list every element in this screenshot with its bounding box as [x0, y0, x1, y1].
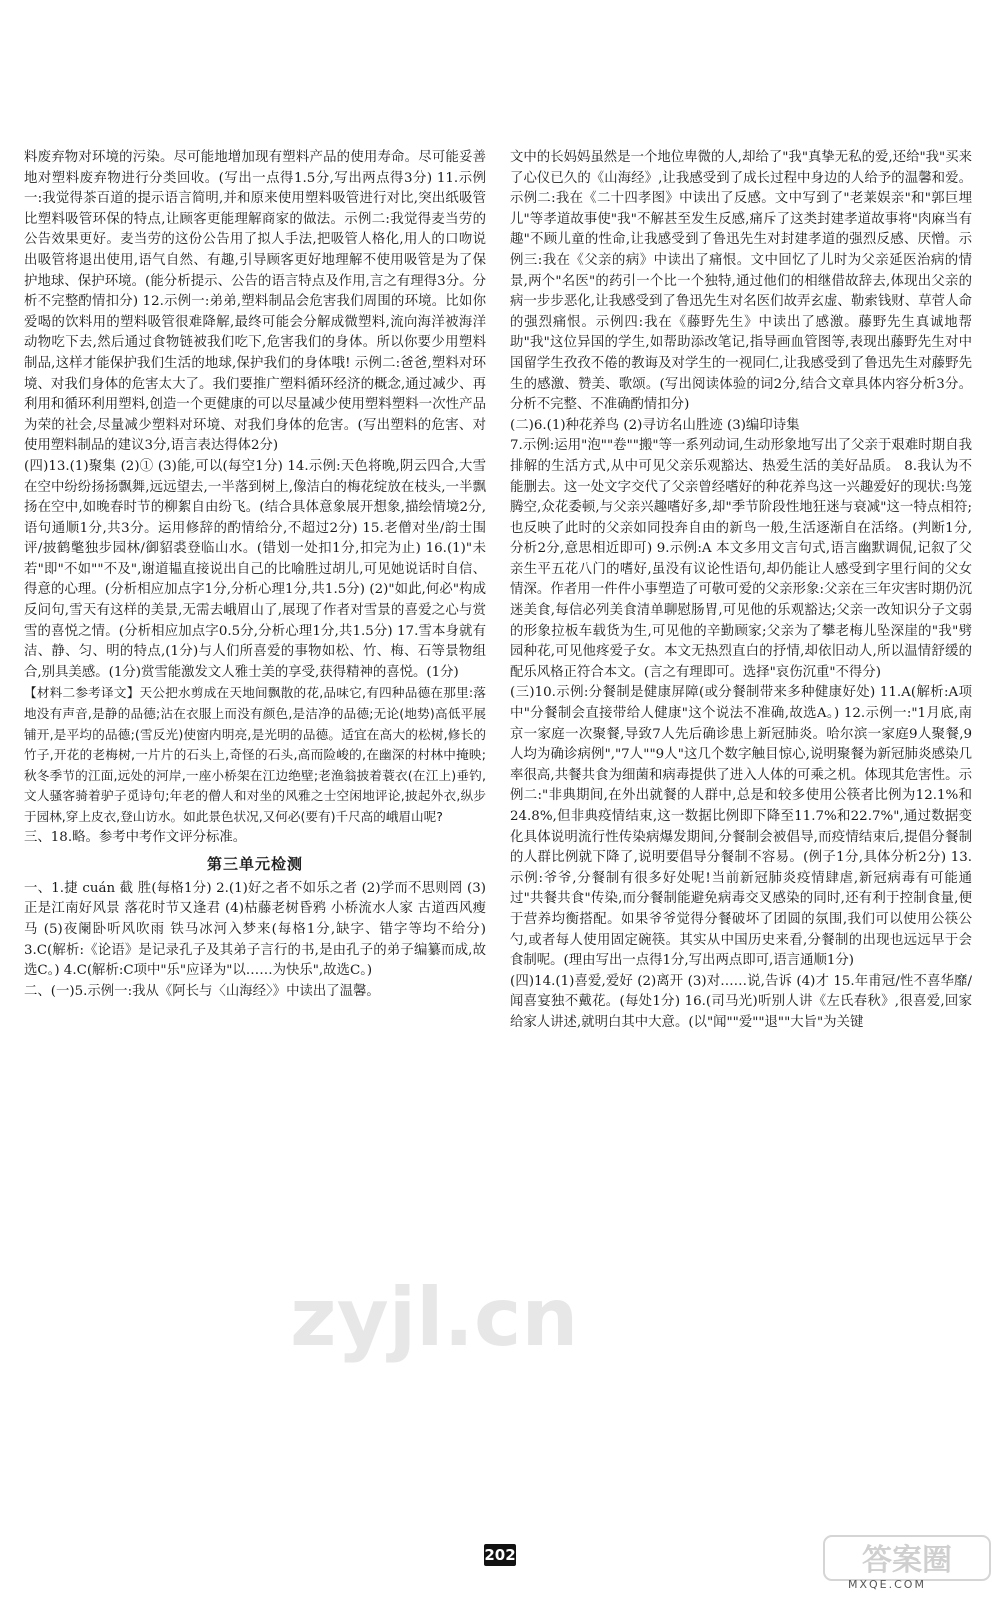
unit-title: 第三单元检测 [206, 855, 303, 874]
paragraph-reading-experience: 文中的长妈妈虽然是一个地位卑微的人,却给了"我"真挚无私的爱,还给"我"买来了心仪已久的《山海经》,让我感受到了成长过程中身边的人给予的温馨和爱。示例二:我在《二十四孝图》中读出了反感。文中写到了"老莱娱亲"和"郭巨埋儿"等孝道故事使"我"不解甚至发生反感,痛斥了这类封建孝道故事将"肉麻当有趣"不顾儿童的性命,让我感受到了鲁迅先生对封建孝道的强烈反感、厌憎。示例三:我在《父亲的病》中读出了痛恨。文中回忆了儿时为父亲延医治病的情景,两个"名医"的药引一个比一个独特,通过他们的相继借故辞去,体现出父亲的病一步步恶化,让我感受到了鲁迅先生对名医们故弄玄虚、勒索钱财、草菅人命的强烈痛恨。示例四:我在《藤野先生》中读出了感激。藤野先生真诚地帮助"我"这位异国的学生,如帮助添改笔记,指导画血管图等,表现出藤野先生对中国留学生孜孜不倦的教诲及对学生的一视同仁,让我感受到了鲁迅先生对藤野先生的感激、赞美、歌颂。(写出阅读体验的词2分,结合文章具体内容分析3分。分析不完整、不准确酌情扣分) [510, 150, 972, 413]
watermark-text: zyjl.cn [290, 1271, 579, 1364]
paragraph-section-two: (二)6.(1)种花养鸟 (2)寻访名山胜迹 (3)编印诗集 [510, 417, 800, 433]
logo-subtext: MXQE.COM [848, 1578, 926, 1591]
logo-text: 答案圈 [862, 1543, 952, 1578]
right-column [510, 148, 972, 1034]
page-number: 202 [484, 1546, 516, 1564]
left-column [24, 148, 486, 1002]
paragraph-translation: 【材料二参考译文】天公把水剪成在天地间飘散的花,品味它,有四种品德在那里:落地没有声音,是静的品德;沾在衣服上而没有颜色,是洁净的品德;无论(地势)高低平展铺开,是平均的品德;(雪反光)使窗内明亮,是光明的品德。适宜在高大的松树,修长的竹子,开花的老梅树,一片片的石头上,奇怪的石头,高而险峻的,在幽深的村林中掩映;秋冬季节的江面,远处的河岸,一座小桥架在江边绝壁;老渔翁披着蓑衣(在江上)垂钓,文人骚客骑着驴子觅诗句;年老的僧人和对坐的风雅之士空闲地评论,披起外衣,纵步于园林,穿上皮衣,登山访水。如此景色状况,又何必(要有)千尺高的峨眉山呢? [24, 685, 486, 824]
paragraph-father-analysis: 7.示例:运用"泡""卷""搬"等一系列动词,生动形象地写出了父亲于艰难时期自我排解的生活方式,从中可见父亲乐观豁达、热爱生活的美好品质。 8.我认为不能删去。这一处文字交代了父亲曾经嗜好的种花养鸟这一兴趣爱好的现状:鸟笼腾空,众花委顿,与父亲兴趣嗜好多,却"季节阶段性地狂迷与衰减"这一特点相符;也反映了此时的父亲如同投奔自由的新鸟一般,生活逐渐自在活络。(判断1分,分析2分,意思相近即可) 9.示例:A 本文多用文言句式,语言幽默调侃,记叙了父亲生平五花八门的嗜好,虽没有议论性语句,却仍能让人感受到字里行间的父女情深。作者用一件件小事塑造了可敬可爱的父亲形象:父亲在三年灾害时期仍沉迷美食,每信必列美食清单聊慰肠胃,可见他的乐观豁达;父亲一改知识分子文弱的形象拉板车载货为生,可见他的辛勤顾家;父亲为了攀老梅儿坠深崖的"我"劈园种花,可见他疼爱子女。本文无热烈直白的抒情,却依旧动人,所以温情舒缓的配乐风格正符合本文。(言之有理即可。选择"哀伤沉重"不得分) [510, 438, 972, 680]
paragraph-essay: 三、18.略。参考中考作文评分标准。 [24, 829, 247, 845]
paragraph-plastic-answers: 料废弃物对环境的污染。尽可能地增加现有塑料产品的使用寿命。尽可能妥善地对塑料废弃物进行分类回收。(写出一点得1.5分,写出两点得3分) 11.示例一:我觉得茶百道的提示语言简明,并和原来使用塑料吸管进行对比,突出纸吸管比塑料吸管环保的特点,让顾客更能理解商家的做法。示例二:我觉得麦当劳的公告效果更好。麦当劳的这份公告用了拟人手法,把吸管人格化,用人的口吻说出吸管将退出使用,语气自然、有趣,引导顾客更好地理解不使用吸管是为了保护地球、保护环境。(能分析提示、公告的语言特点及作用,言之有理得3分。分析不完整酌情扣分) 12.示例一:弟弟,塑料制品会危害我们周围的环境。比如你爱喝的饮料用的塑料吸管很难降解,最终可能会分解成微塑料,流向海洋被海洋动物吃下去,然后通过食物链被我们吃下,危害我们的身体。所以你要少用塑料制品,这样才能保护我们生活的地球,保护我们的身体哦! 示例二:爸爸,塑料对环境、对我们身体的危害太大了。我们要推广塑料循环经济的概念,通过减少、再利用和循环利用塑料,创造一个更健康的可以尽量减少使用塑料塑料一次性产品为荣的社会,尽量减少塑料对环境、对我们身体的危害。(写出塑料的危害、对使用塑料制品的建议3分,语言表达得体2分) [24, 150, 486, 454]
paragraph-section-four: (四)13.(1)聚集 (2)① (3)能,可以(每空1分) 14.示例:天色将晚,阴云四合,大雪在空中纷纷扬扬飘舞,远远望去,一半落到树上,像洁白的梅花绽放在枝头,一半飘扬在空中,如晚春时节的柳絮自由纷飞。(结合具体意象展开想象,描绘情境2分,语句通顺1分,共3分。运用修辞的酌情给分,不超过2分) 15.老僧对坐/韵士围评/披鹤氅独步园林/御貂裘登临山水。(错划一处扣1分,扣完为止) 16.(1)"未若"即"不如""不及",谢道韫直接说出自己的比喻胜过胡儿,可见她说话时自信、得意的心理。(分析相应加点字1分,分析心理1分,共1.5分) (2)"如此,何必"构成反问句,雪天有这样的美景,无需去峨眉山了,展现了作者对雪景的喜爱之心与赏雪的喜悦之情。(分析相应加点字0.5分,分析心理1分,共1.5分) 17.雪本身就有洁、静、匀、明的特点,(1分)与人们所喜爱的事物如松、竹、梅、石等景物组合,别具美感。(1分)赏雪能激发文人雅士美的享受,获得精神的喜悦。(1分) [24, 458, 486, 680]
watermark-logo [280, 1250, 579, 1380]
paragraph-section-three: (三)10.示例:分餐制是健康屏障(或分餐制带来多种健康好处) 11.A(解析:A项中"分餐制会直接带给人健康"这个说法不准确,故选A。) 12.示例一:"1月底,南京一家庭一次聚餐,导致7人先后确诊患上新冠肺炎。哈尔滨一家庭9人聚餐,9人均为确诊病例","7人""9人"这几个数字触目惊心,说明聚餐为新冠肺炎感染几率很高,共餐共食为细菌和病毒提供了进入人体的可乘之机。体现其危害性。示例二:"非典期间,在外出就餐的人群中,总是和较多使用公筷者比例为12.1%和24.8%,但非典疫情结束,这一数据比例即下降至11.7%和22.7%",通过数据变化具体说明流行性传染病爆发期间,分餐制会被倡导,而疫情结束后,提倡分餐制的人群比例就下降了,说明要倡导分餐制不容易。(例子1分,具体分析2分) 13.示例:爷爷,分餐制有很多好处呢!当前新冠肺炎疫情肆虐,新冠病毒有可能通过"共餐共食"传染,而分餐制能避免病毒交叉感染的同时,还有利于控制食量,便于营养均衡搭配。如果爷爷觉得分餐破坏了团圆的氛围,我们可以使用公筷公勺,或者每人使用固定碗筷。其实从中国历史来看,分餐制的出现也远远早于会食制呢。(理由写出一点得1分,写出两点即可,语言通顺1分) [510, 685, 972, 969]
paragraph-part-two-start: 二、(一)5.示例一:我从《阿长与〈山海经〉》中读出了温馨。 [24, 983, 380, 999]
paragraph-section-four-right: (四)14.(1)喜爱,爱好 (2)离开 (3)对……说,告诉 (4)才 15.年甫冠/性不喜华靡/闻喜宴独不戴花。(每处1分) 16.(司马光)听别人讲《左氏春秋》,很喜爱,回家给家人讲述,就明白其中大意。(以"闻""爱""退""大旨"为关键 [510, 973, 972, 1030]
paragraph-part-one: 一、1.捷 cuán 截 胜(每格1分) 2.(1)好之者不如乐之者 (2)学而不思则罔 (3)正是江南好风景 落花时节又逢君 (4)枯藤老树昏鸦 小桥流水人家 古道西风瘦马 (5)夜阑卧听风吹雨 铁马冰河入梦来(每格1分,缺字、错字等均不给分) 3.C(解析:《论语》是记录孔子及其弟子言行的书,是由孔子的弟子编纂而成,故选C。) 4.C(解析:C项中"乐"应译为"以……为快乐",故选C。) [24, 880, 486, 979]
